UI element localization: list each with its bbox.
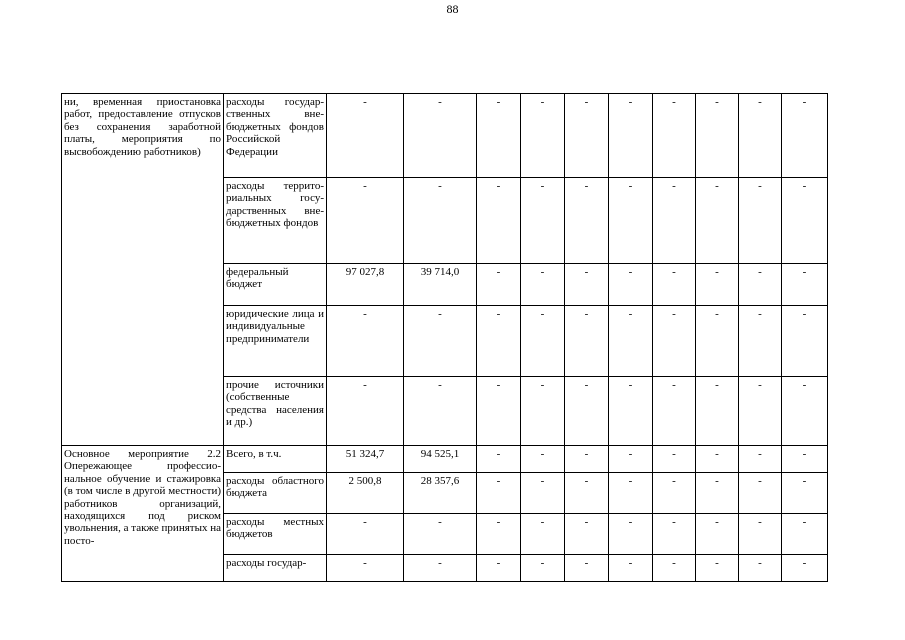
table-cell-value: - [404, 555, 477, 582]
table-cell-value: - [696, 377, 739, 446]
table-cell-value: - [609, 306, 653, 377]
table-cell-value: - [565, 178, 609, 264]
table-cell-value: - [653, 473, 696, 514]
table-cell-value: 28 357,6 [404, 473, 477, 514]
table-cell-value: - [565, 514, 609, 555]
table-cell-value: - [327, 306, 404, 377]
table-cell-value: - [565, 264, 609, 306]
table-cell-value: - [696, 473, 739, 514]
table-cell-value: 2 500,8 [327, 473, 404, 514]
table-cell-value: - [782, 473, 828, 514]
table-cell-value: - [477, 178, 521, 264]
table-row [62, 446, 828, 473]
table-cell-value: - [653, 178, 696, 264]
table-cell-value: - [609, 446, 653, 473]
funding-source: прочие источники (собственные средства населения и др.) [224, 377, 327, 446]
table-cell-value: - [782, 94, 828, 178]
table-cell-value: 39 714,0 [404, 264, 477, 306]
activity-description: ни, временная приостановка работ, предоставление отпусков без сохранения заработной платы, мероприятия по высвобождению работников) [62, 94, 224, 446]
table-cell-value: - [404, 306, 477, 377]
table-body [62, 94, 828, 582]
table-cell-value: - [477, 514, 521, 555]
table-cell-value: - [521, 178, 565, 264]
table-cell-value: - [327, 555, 404, 582]
funding-source: федеральный бюджет [224, 264, 327, 306]
table-cell-value: - [653, 377, 696, 446]
table-cell-value: - [739, 94, 782, 178]
budget-table [61, 93, 828, 582]
table-cell-value: - [782, 178, 828, 264]
funding-source: расходы местных бюджетов [224, 514, 327, 555]
activity-description: Основное мероприятие 2.2 Опережающее профессиональное обучение и стажировка (в том числе в другой местности) работников организаций, находящихся под риском увольнения, а также принятых на посто- [62, 446, 224, 582]
table-cell-value: - [739, 306, 782, 377]
table-cell-value: - [653, 306, 696, 377]
funding-source: Всего, в т.ч. [224, 446, 327, 473]
table-cell-value: - [609, 178, 653, 264]
table-cell-value: - [521, 446, 565, 473]
table-cell-value: - [477, 264, 521, 306]
table-cell-value: - [609, 94, 653, 178]
table-cell-value: - [477, 377, 521, 446]
table-cell-value: 94 525,1 [404, 446, 477, 473]
funding-source: расходы государственных внебюджетных фондов Российской Федерации [224, 94, 327, 178]
table-cell-value: - [782, 264, 828, 306]
table-cell-value: - [782, 514, 828, 555]
table-cell-value: - [739, 555, 782, 582]
table-cell-value: - [477, 306, 521, 377]
table-cell-value: - [565, 555, 609, 582]
table-cell-value: - [609, 473, 653, 514]
table-cell-value: - [477, 473, 521, 514]
table-cell-value: - [327, 514, 404, 555]
table-cell-value: - [565, 473, 609, 514]
table-cell-value: - [327, 94, 404, 178]
table-cell-value: - [521, 94, 565, 178]
table-cell-value: - [404, 178, 477, 264]
table-cell-value: - [327, 377, 404, 446]
funding-source: расходы территориальных государственных внебюджетных фондов [224, 178, 327, 264]
table-cell-value: - [696, 264, 739, 306]
table-row [62, 94, 828, 178]
table-cell-value: - [477, 94, 521, 178]
table-cell-value: - [653, 264, 696, 306]
table-cell-value: - [521, 473, 565, 514]
page-number: 88 [446, 2, 459, 16]
table-cell-value: - [739, 377, 782, 446]
table-cell-value: - [565, 446, 609, 473]
table-cell-value: - [739, 264, 782, 306]
table-cell-value: - [696, 94, 739, 178]
table-cell-value: - [565, 94, 609, 178]
table-cell-value: - [696, 306, 739, 377]
table-cell-value: - [521, 555, 565, 582]
table-cell-value: - [696, 446, 739, 473]
table-cell-value: - [477, 555, 521, 582]
table-cell-value: - [782, 446, 828, 473]
table-cell-value: - [739, 178, 782, 264]
table-cell-value: - [653, 514, 696, 555]
table-cell-value: - [696, 514, 739, 555]
table-cell-value: - [782, 306, 828, 377]
table-cell-value: - [477, 446, 521, 473]
table-cell-value: - [609, 377, 653, 446]
table-cell-value: - [521, 514, 565, 555]
table-cell-value: - [609, 264, 653, 306]
table-cell-value: - [653, 555, 696, 582]
table-cell-value: - [609, 555, 653, 582]
funding-source: юридические лица и индивидуальные предприниматели [224, 306, 327, 377]
table-cell-value: - [782, 555, 828, 582]
table-cell-value: - [782, 377, 828, 446]
funding-source: расходы областного бюджета [224, 473, 327, 514]
table-cell-value: - [696, 178, 739, 264]
table-cell-value: - [696, 555, 739, 582]
table-cell-value: - [565, 306, 609, 377]
table-cell-value: - [404, 514, 477, 555]
table-cell-value: - [521, 377, 565, 446]
table-cell-value: 97 027,8 [327, 264, 404, 306]
table-cell-value: - [565, 377, 609, 446]
table-cell-value: - [404, 94, 477, 178]
table-cell-value: - [739, 446, 782, 473]
table-cell-value: - [521, 306, 565, 377]
table-cell-value: - [653, 446, 696, 473]
table-cell-value: - [739, 473, 782, 514]
table-cell-value: - [521, 264, 565, 306]
table-cell-value: - [327, 178, 404, 264]
table-cell-value: - [739, 514, 782, 555]
funding-source: расходы государ- [224, 555, 327, 582]
table-cell-value: 51 324,7 [327, 446, 404, 473]
table-cell-value: - [653, 94, 696, 178]
table-cell-value: - [609, 514, 653, 555]
table-cell-value: - [404, 377, 477, 446]
